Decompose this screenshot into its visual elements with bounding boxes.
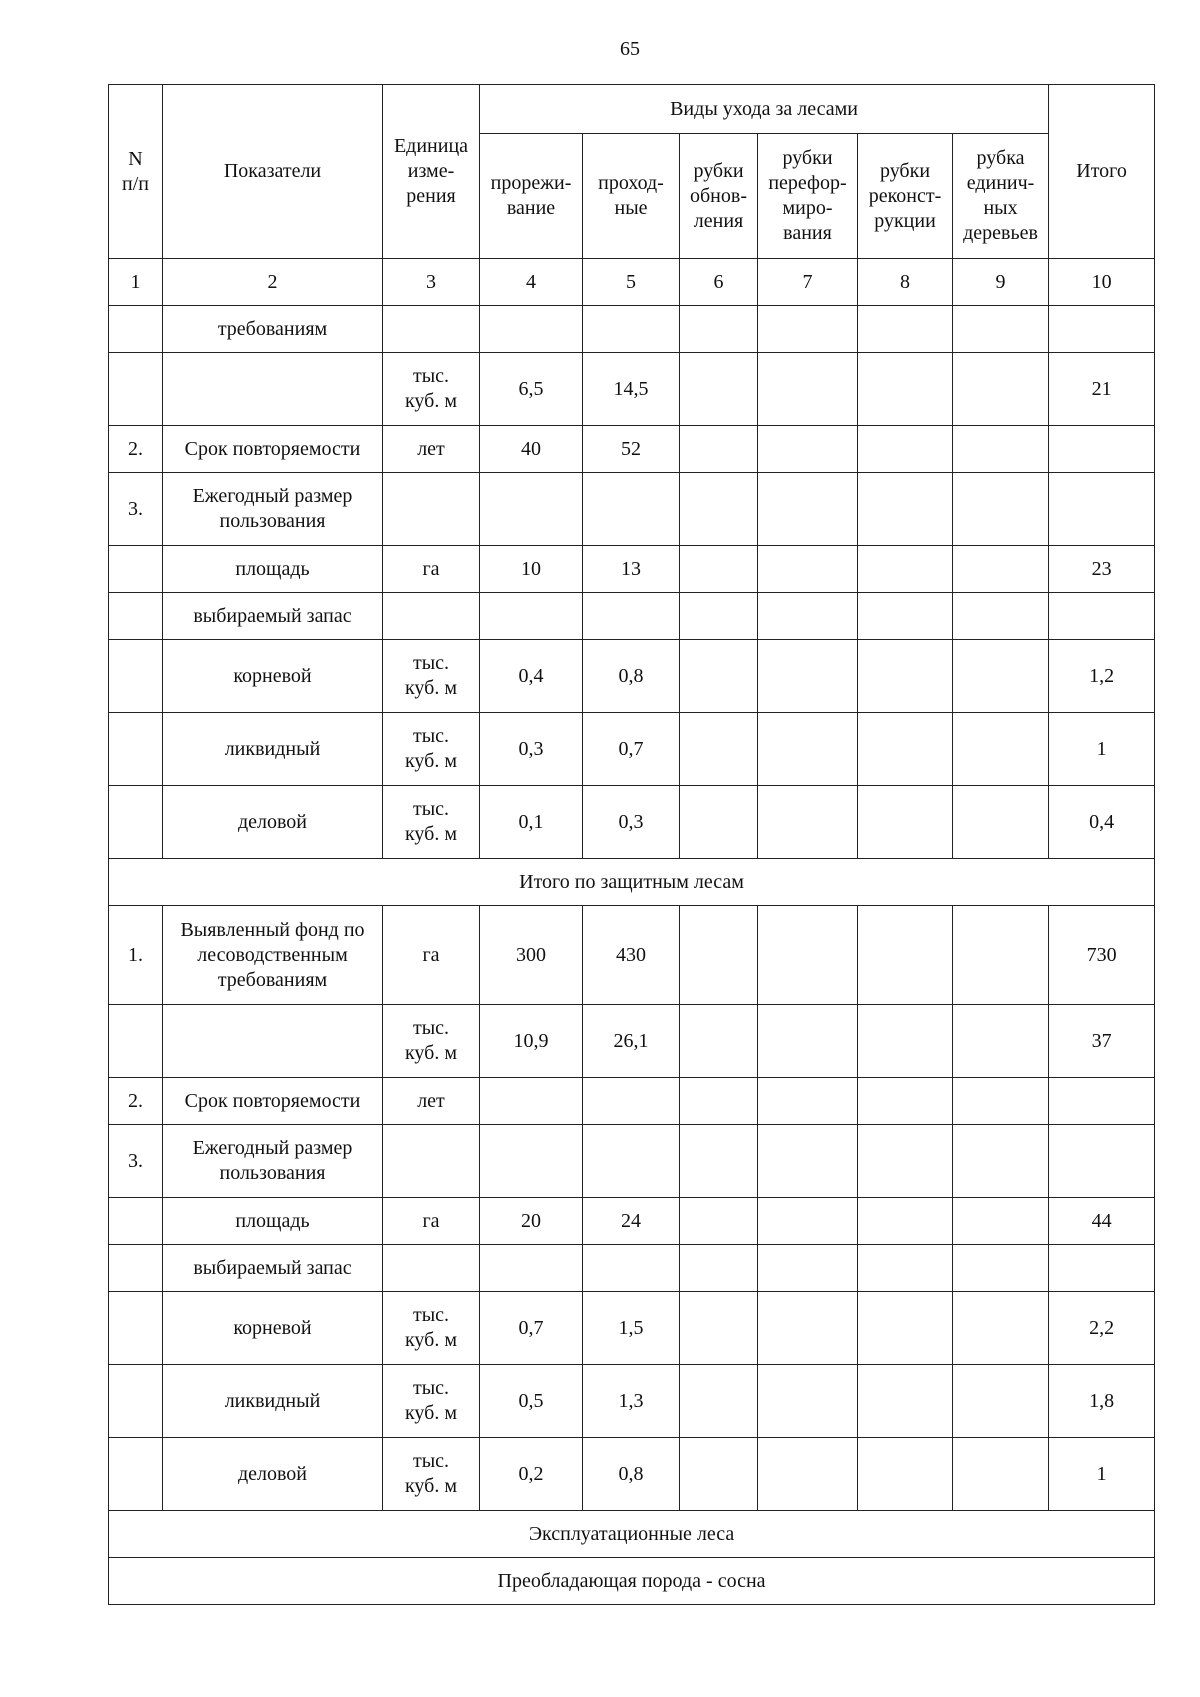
table-cell: [583, 1125, 680, 1198]
table-cell: [758, 1292, 858, 1365]
header-indicator: Показатели: [163, 85, 383, 259]
table-cell: 0,8: [583, 640, 680, 713]
table-cell: 0,7: [583, 713, 680, 786]
table-cell: корневой: [163, 1292, 383, 1365]
table-cell: [953, 1438, 1049, 1511]
table-cell: 300: [480, 906, 583, 1005]
table-cell: [383, 473, 480, 546]
table-cell: 1.: [109, 906, 163, 1005]
table-cell: [680, 906, 758, 1005]
table-cell: [680, 593, 758, 640]
table-cell: ликвидный: [163, 713, 383, 786]
table-row: [109, 1438, 1155, 1511]
table-cell: 0,7: [480, 1292, 583, 1365]
table-cell: [583, 593, 680, 640]
header-total: Итого: [1049, 85, 1155, 259]
table-cell: [109, 1005, 163, 1078]
table-cell: лет: [383, 1078, 480, 1125]
table-cell: га: [383, 546, 480, 593]
table-cell: Срок повторяемости: [163, 1078, 383, 1125]
table-cell: [680, 1198, 758, 1245]
table-row: [109, 593, 1155, 640]
section-header-row: [109, 1558, 1155, 1605]
table-cell: [1049, 1125, 1155, 1198]
table-cell: 1,3: [583, 1365, 680, 1438]
table-cell: [758, 353, 858, 426]
table-cell: [680, 426, 758, 473]
table-cell: [109, 1292, 163, 1365]
table-cell: [680, 786, 758, 859]
table-cell: [163, 353, 383, 426]
table-cell: [758, 1125, 858, 1198]
table-cell: [680, 1078, 758, 1125]
table-cell: [953, 1292, 1049, 1365]
column-number: 5: [583, 259, 680, 306]
column-number: 3: [383, 259, 480, 306]
table-cell: 3.: [109, 1125, 163, 1198]
table-cell: [858, 1292, 953, 1365]
column-number-row: [109, 259, 1155, 306]
table-cell: [383, 593, 480, 640]
table-row: [109, 1245, 1155, 1292]
table-cell: 0,3: [480, 713, 583, 786]
table-cell: 0,4: [1049, 786, 1155, 859]
header-type-single-trees: рубка единич- ных деревьев: [953, 134, 1049, 259]
table-cell: [1049, 1245, 1155, 1292]
table-cell: [953, 640, 1049, 713]
table-row: [109, 306, 1155, 353]
table-cell: [953, 546, 1049, 593]
table-row: [109, 1198, 1155, 1245]
table-cell: тыс. куб. м: [383, 1365, 480, 1438]
table-cell: 1,5: [583, 1292, 680, 1365]
table-cell: [680, 1365, 758, 1438]
table-cell: [953, 426, 1049, 473]
table-cell: 24: [583, 1198, 680, 1245]
table-cell: [953, 353, 1049, 426]
table-cell: [858, 1078, 953, 1125]
table-cell: [1049, 306, 1155, 353]
table-cell: тыс. куб. м: [383, 1438, 480, 1511]
table-cell: [383, 1125, 480, 1198]
table-cell: 430: [583, 906, 680, 1005]
header-row: [109, 85, 1155, 134]
table-cell: 20: [480, 1198, 583, 1245]
header-unit: Единица изме- рения: [383, 85, 480, 259]
column-number: 4: [480, 259, 583, 306]
table-cell: 13: [583, 546, 680, 593]
table-cell: [858, 713, 953, 786]
table-cell: [680, 306, 758, 353]
table-cell: [1049, 593, 1155, 640]
table-cell: [858, 353, 953, 426]
table-cell: ликвидный: [163, 1365, 383, 1438]
table-cell: тыс. куб. м: [383, 1292, 480, 1365]
table-row: [109, 473, 1155, 546]
table-cell: 0,3: [583, 786, 680, 859]
table-cell: 14,5: [583, 353, 680, 426]
table-cell: [758, 1198, 858, 1245]
table-cell: [680, 1005, 758, 1078]
table-cell: тыс. куб. м: [383, 640, 480, 713]
table-cell: 26,1: [583, 1005, 680, 1078]
table-cell: корневой: [163, 640, 383, 713]
table-cell: [953, 1125, 1049, 1198]
table-cell: 2,2: [1049, 1292, 1155, 1365]
table-cell: [109, 546, 163, 593]
table-cell: [858, 1125, 953, 1198]
header-type-thinning: прорежи- вание: [480, 134, 583, 259]
table-cell: площадь: [163, 1198, 383, 1245]
table-cell: [758, 786, 858, 859]
header-num: N п/п: [109, 85, 163, 259]
table-cell: [583, 306, 680, 353]
table-cell: [583, 1078, 680, 1125]
table-cell: [109, 1365, 163, 1438]
table-cell: 0,8: [583, 1438, 680, 1511]
column-number: 7: [758, 259, 858, 306]
table-cell: 1,2: [1049, 640, 1155, 713]
header-care-types: Виды ухода за лесами: [480, 85, 1049, 134]
table-cell: [858, 1438, 953, 1511]
table-cell: [109, 593, 163, 640]
table-cell: деловой: [163, 1438, 383, 1511]
table-cell: [109, 353, 163, 426]
table-row: [109, 1078, 1155, 1125]
table-row: [109, 1365, 1155, 1438]
column-number: 6: [680, 259, 758, 306]
table-cell: [758, 1005, 858, 1078]
table-cell: [109, 713, 163, 786]
table-cell: [758, 426, 858, 473]
table-cell: [953, 906, 1049, 1005]
header-type-reconstruction: рубки реконст- рукции: [858, 134, 953, 259]
column-number: 2: [163, 259, 383, 306]
table-cell: [758, 1078, 858, 1125]
table-cell: [953, 1078, 1049, 1125]
table-cell: [480, 473, 583, 546]
table-cell: [680, 546, 758, 593]
table-row: [109, 713, 1155, 786]
table-cell: Ежегодный размер пользования: [163, 1125, 383, 1198]
section-title: Эксплуатационные леса: [109, 1511, 1155, 1558]
table-cell: [109, 1438, 163, 1511]
table-cell: га: [383, 906, 480, 1005]
table-cell: выбираемый запас: [163, 593, 383, 640]
column-number: 1: [109, 259, 163, 306]
table-cell: 0,1: [480, 786, 583, 859]
table-cell: [680, 1125, 758, 1198]
table-cell: [758, 546, 858, 593]
table-cell: [480, 1245, 583, 1292]
table-row: [109, 640, 1155, 713]
table-cell: тыс. куб. м: [383, 713, 480, 786]
table-cell: [109, 1245, 163, 1292]
table-cell: [953, 1198, 1049, 1245]
table-row: [109, 1125, 1155, 1198]
table-cell: 44: [1049, 1198, 1155, 1245]
table-cell: 1,8: [1049, 1365, 1155, 1438]
table-cell: [858, 546, 953, 593]
table-row: [109, 906, 1155, 1005]
table-cell: Ежегодный размер пользования: [163, 473, 383, 546]
table-cell: [480, 306, 583, 353]
table-cell: [109, 1198, 163, 1245]
table-cell: [858, 906, 953, 1005]
table-cell: Выявленный фонд по лесоводственным требованиям: [163, 906, 383, 1005]
table-cell: выбираемый запас: [163, 1245, 383, 1292]
table-cell: [858, 473, 953, 546]
table-cell: [1049, 473, 1155, 546]
table-cell: [680, 1292, 758, 1365]
table-cell: [163, 1005, 383, 1078]
table-cell: [109, 640, 163, 713]
table-cell: [583, 473, 680, 546]
table-cell: [480, 1125, 583, 1198]
table-cell: [680, 1438, 758, 1511]
table-row: [109, 786, 1155, 859]
table-cell: [758, 1365, 858, 1438]
table-cell: [858, 426, 953, 473]
table-cell: [758, 640, 858, 713]
table-cell: [480, 1078, 583, 1125]
table-cell: Срок повторяемости: [163, 426, 383, 473]
table-cell: [953, 593, 1049, 640]
header-type-reformation: рубки перефор- миро- вания: [758, 134, 858, 259]
table-cell: [758, 593, 858, 640]
table-cell: [680, 353, 758, 426]
table-cell: [953, 306, 1049, 353]
table-row: [109, 1005, 1155, 1078]
table-cell: деловой: [163, 786, 383, 859]
table-cell: [858, 593, 953, 640]
table-cell: [758, 473, 858, 546]
table-cell: 3.: [109, 473, 163, 546]
table-row: [109, 546, 1155, 593]
table-cell: 21: [1049, 353, 1155, 426]
table-cell: [953, 1245, 1049, 1292]
table-cell: [953, 1005, 1049, 1078]
table-cell: [583, 1245, 680, 1292]
table-cell: [858, 1365, 953, 1438]
table-cell: [480, 593, 583, 640]
table-cell: [953, 786, 1049, 859]
table-cell: 2.: [109, 426, 163, 473]
table-cell: 10: [480, 546, 583, 593]
table-cell: 0,4: [480, 640, 583, 713]
table-cell: [758, 713, 858, 786]
table-cell: 0,2: [480, 1438, 583, 1511]
column-number: 9: [953, 259, 1049, 306]
table-cell: га: [383, 1198, 480, 1245]
table-cell: [953, 713, 1049, 786]
table-cell: [383, 1245, 480, 1292]
table-cell: [383, 306, 480, 353]
column-number: 10: [1049, 259, 1155, 306]
table-cell: тыс. куб. м: [383, 1005, 480, 1078]
table-cell: [1049, 426, 1155, 473]
table-cell: площадь: [163, 546, 383, 593]
table-cell: [1049, 1078, 1155, 1125]
section-title: Преобладающая порода - сосна: [109, 1558, 1155, 1605]
table-cell: [758, 306, 858, 353]
section-title: Итого по защитным лесам: [109, 859, 1155, 906]
table-cell: 1: [1049, 1438, 1155, 1511]
table-cell: тыс. куб. м: [383, 353, 480, 426]
table-cell: 1: [1049, 713, 1155, 786]
table-cell: 6,5: [480, 353, 583, 426]
table-cell: требованиям: [163, 306, 383, 353]
table-cell: лет: [383, 426, 480, 473]
page-number: 65: [620, 38, 640, 60]
table-cell: 23: [1049, 546, 1155, 593]
table-cell: [858, 640, 953, 713]
table-cell: [680, 1245, 758, 1292]
table-cell: [109, 306, 163, 353]
table-cell: [758, 1438, 858, 1511]
table-cell: 40: [480, 426, 583, 473]
table-cell: [758, 1245, 858, 1292]
table-cell: 2.: [109, 1078, 163, 1125]
table-cell: 730: [1049, 906, 1155, 1005]
table-cell: [109, 786, 163, 859]
table-row: [109, 1292, 1155, 1365]
header-type-passage: проход- ные: [583, 134, 680, 259]
table-cell: [680, 640, 758, 713]
table-cell: [858, 1198, 953, 1245]
header-type-renewal: рубки обнов- ления: [680, 134, 758, 259]
column-number: 8: [858, 259, 953, 306]
section-header-row: [109, 859, 1155, 906]
table-row: [109, 353, 1155, 426]
table-row: [109, 426, 1155, 473]
table-cell: [953, 473, 1049, 546]
table-cell: 10,9: [480, 1005, 583, 1078]
table-cell: [953, 1365, 1049, 1438]
table-cell: [858, 306, 953, 353]
table-cell: [858, 1245, 953, 1292]
table-cell: [758, 906, 858, 1005]
table-cell: 52: [583, 426, 680, 473]
table-cell: [680, 473, 758, 546]
table-cell: [858, 1005, 953, 1078]
forest-care-table: [108, 84, 1155, 1605]
table-cell: 37: [1049, 1005, 1155, 1078]
table-cell: [858, 786, 953, 859]
table-cell: 0,5: [480, 1365, 583, 1438]
table-cell: тыс. куб. м: [383, 786, 480, 859]
section-header-row: [109, 1511, 1155, 1558]
table-cell: [680, 713, 758, 786]
